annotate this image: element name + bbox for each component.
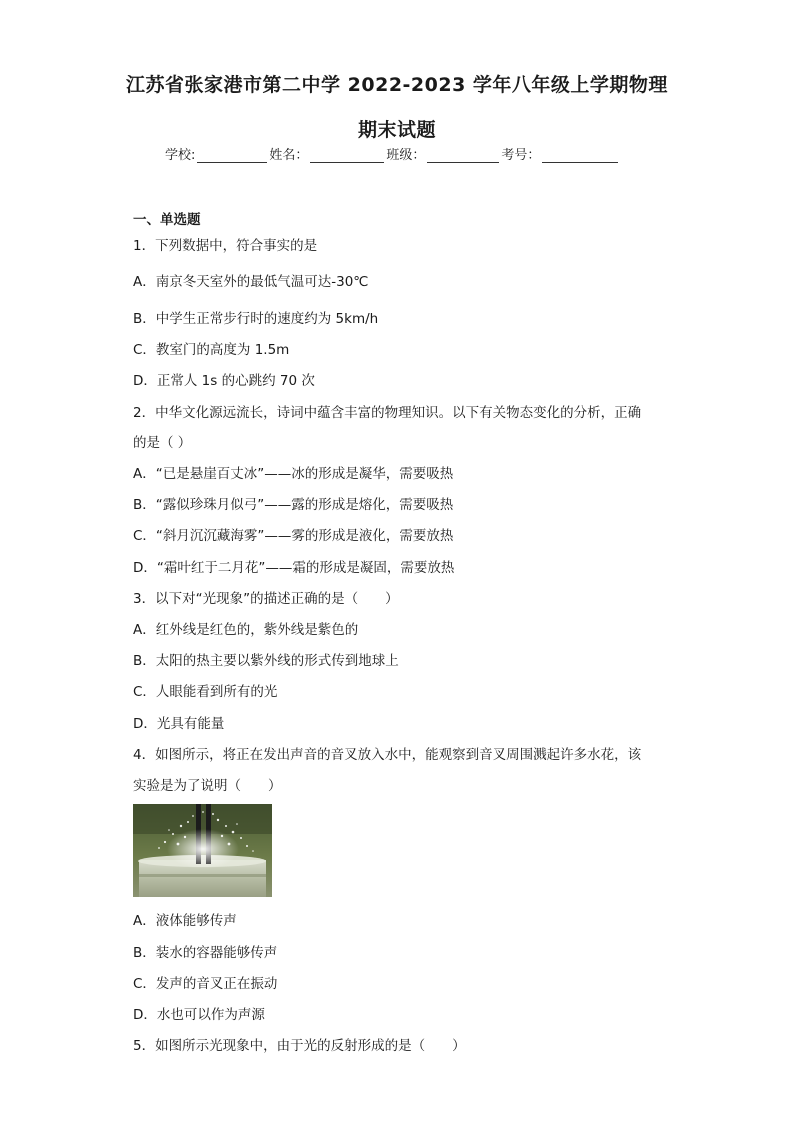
question-3-option-a: A．红外线是红色的，紫外线是紫色的 — [133, 622, 359, 638]
question-5-stem: 5．如图所示光现象中，由于光的反射形成的是（ ） — [133, 1038, 466, 1054]
question-1-option-b: B．中学生正常步行时的速度约为 5km/h — [133, 311, 379, 327]
question-3-option-c: C．人眼能看到所有的光 — [133, 684, 278, 700]
exam-number-blank[interactable] — [542, 148, 618, 163]
section-heading: 一、单选题 — [133, 212, 201, 228]
question-4-stem-line1: 4．如图所示，将正在发出声音的音叉放入水中，能观察到音叉周围溅起许多水花，该 — [133, 747, 642, 763]
question-1-option-a: A．南京冬天室外的最低气温可达-30℃ — [133, 274, 369, 290]
class-blank[interactable] — [427, 148, 499, 163]
question-4-option-a: A．液体能够传声 — [133, 913, 237, 929]
question-4-option-c: C．发声的音叉正在振动 — [133, 976, 278, 992]
tuning-fork-water-photo — [133, 804, 272, 897]
name-label: 姓名： — [269, 148, 309, 163]
question-2-stem-line1: 2．中华文化源远流长，诗词中蕴含丰富的物理知识。以下有关物态变化的分析，正确 — [133, 405, 642, 421]
exam-number-label: 考号： — [501, 148, 541, 163]
question-4-option-b: B．装水的容器能够传声 — [133, 945, 278, 961]
question-2-option-d: D．“霜叶红于二月花”——霜的形成是凝固，需要放热 — [133, 560, 455, 576]
question-1-option-d: D．正常人 1s 的心跳约 70 次 — [133, 373, 315, 389]
question-3-stem: 3．以下对“光现象”的描述正确的是（ ） — [133, 591, 399, 607]
name-blank[interactable] — [310, 148, 384, 163]
question-4-stem-line2: 实验是为了说明（ ） — [133, 778, 282, 794]
question-2-option-c: C．“斜月沉沉藏海雾”——雾的形成是液化，需要放热 — [133, 528, 454, 544]
question-1-stem: 1．下列数据中，符合事实的是 — [133, 238, 318, 254]
class-label: 班级： — [386, 148, 426, 163]
student-info-row — [165, 144, 620, 163]
question-3-option-b: B．太阳的热主要以紫外线的形式传到地球上 — [133, 653, 399, 669]
question-2-option-b: B．“露似珍珠月似弓”——露的形成是熔化，需要吸热 — [133, 497, 454, 513]
question-3-option-d: D．光具有能量 — [133, 716, 225, 732]
school-blank[interactable] — [197, 148, 267, 163]
exam-title-line1: 江苏省张家港市第二中学 2022-2023 学年八年级上学期物理 — [126, 74, 668, 96]
question-2-option-a: A．“已是悬崖百丈冰”——冰的形成是凝华，需要吸热 — [133, 466, 454, 482]
question-2-stem-line2: 的是（ ） — [133, 435, 192, 451]
question-4-option-d: D．水也可以作为声源 — [133, 1007, 265, 1023]
question-1-option-c: C．教室门的高度为 1.5m — [133, 342, 290, 358]
exam-title-line2: 期末试题 — [357, 119, 436, 141]
school-label: 学校: — [165, 148, 196, 163]
